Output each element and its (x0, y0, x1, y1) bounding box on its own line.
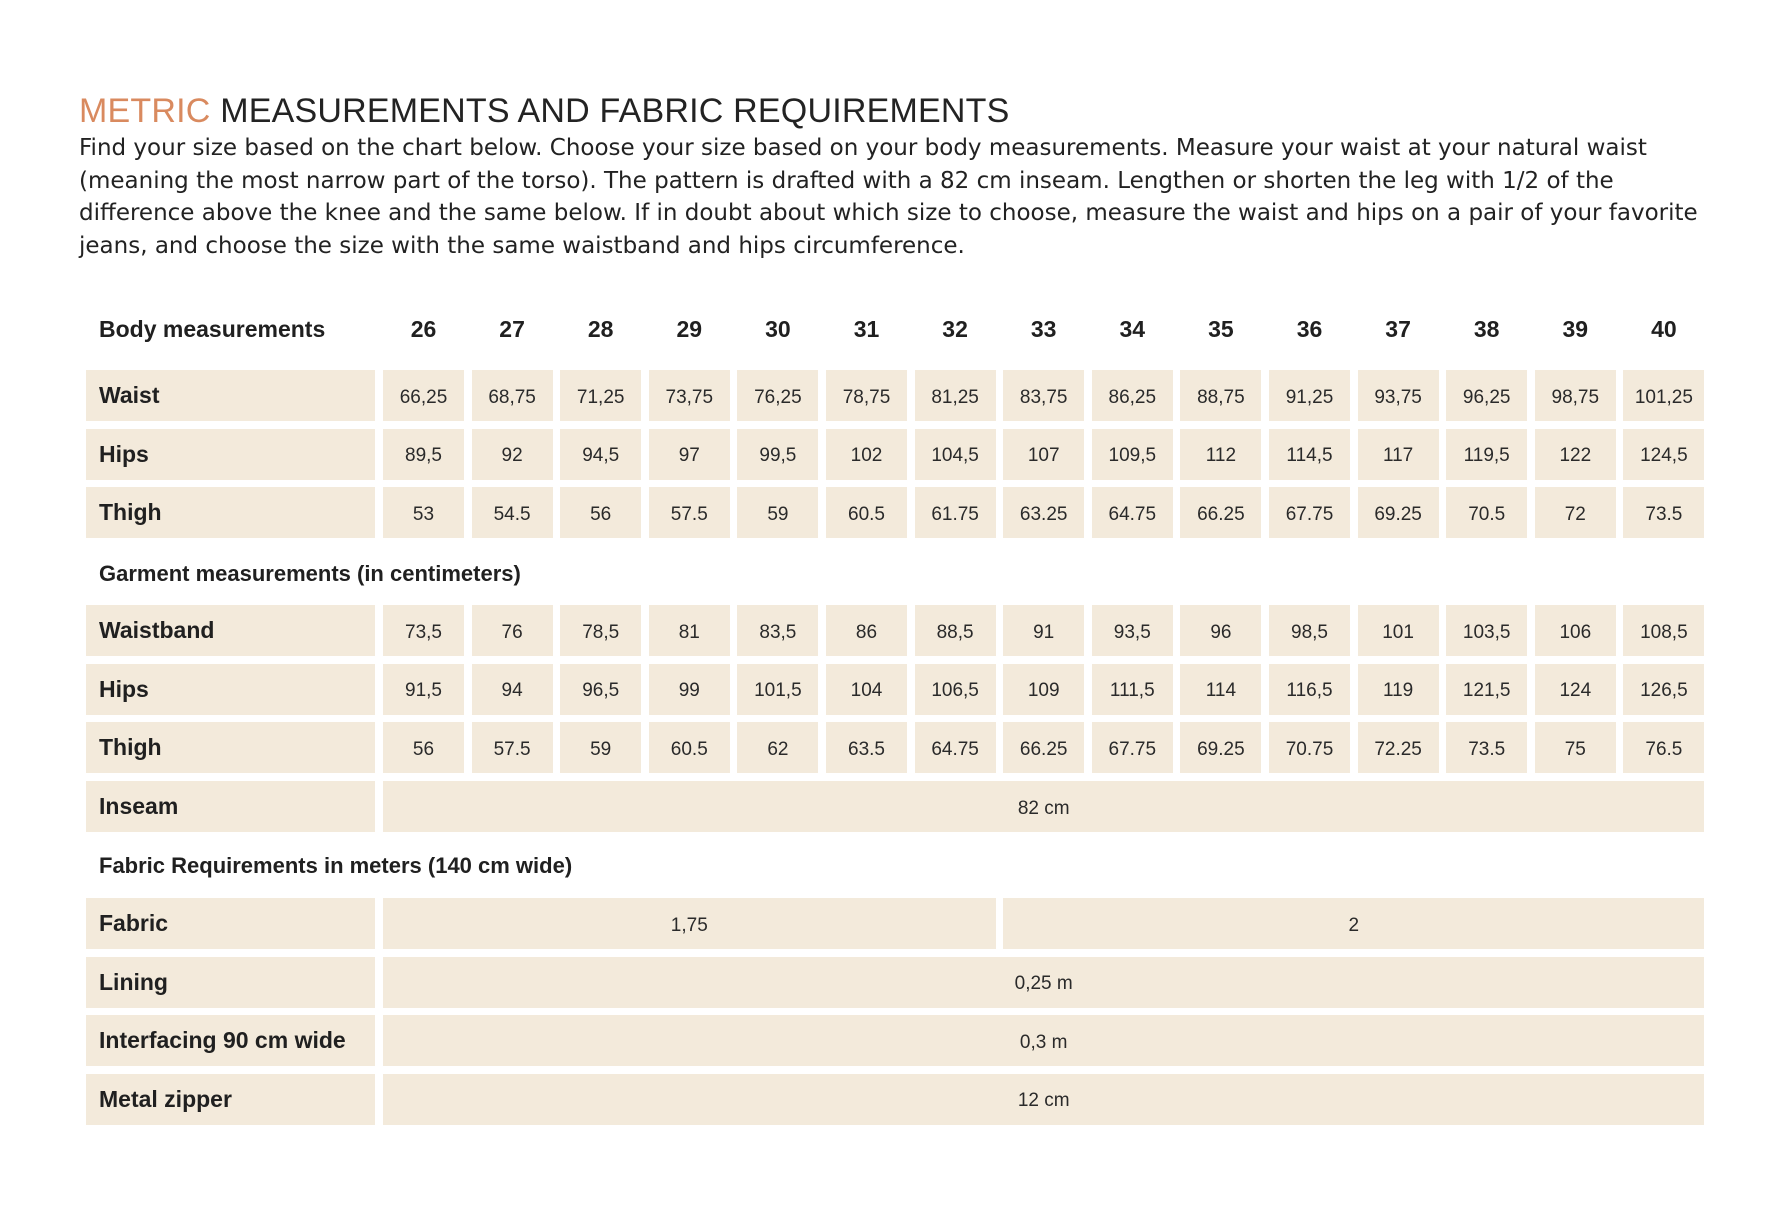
garment-cell: 73,5 (383, 605, 464, 656)
body-cell: 92 (472, 429, 553, 480)
garment-cell: 63.5 (826, 722, 907, 773)
inseam-row-label: Inseam (86, 781, 375, 832)
body-cell: 61.75 (915, 487, 996, 538)
body-cell: 107 (1003, 429, 1084, 480)
garment-cell: 126,5 (1623, 664, 1704, 715)
size-header-38: 38 (1473, 315, 1500, 342)
garment-cell: 109 (1003, 664, 1084, 715)
body-cell: 88,75 (1180, 370, 1261, 421)
fabric-value-metal-zipper: 12 cm (383, 1074, 1704, 1125)
garment-cell: 104 (826, 664, 907, 715)
garment-cell: 76 (472, 605, 553, 656)
body-cell: 91,25 (1269, 370, 1350, 421)
intro-paragraph: Find your size based on the chart below. Choose your size based on your body measurements. Measure your waist at your natural waist (meaning the most narrow part of the torso). The pattern is drafted with a 82 cm inseam. Lengthen or shorten the leg with 1/2 of the difference above the knee and the same below. If in doubt about which size to choose, measure the waist and hips on a pair of your favorite jeans, and choose the size with the same waistband and hips circumference. (79, 135, 1698, 259)
garment-cell: 57.5 (472, 722, 553, 773)
body-cell: 86,25 (1092, 370, 1173, 421)
body-cell: 68,75 (472, 370, 553, 421)
size-header-40: 40 (1651, 315, 1677, 342)
body-cell: 112 (1180, 429, 1261, 480)
garment-cell: 72.25 (1358, 722, 1439, 773)
size-header-37: 37 (1385, 315, 1411, 342)
size-header-33: 33 (1030, 315, 1057, 342)
garment-cell: 81 (649, 605, 730, 656)
body-cell: 72 (1535, 487, 1616, 538)
garment-cell: 121,5 (1446, 664, 1527, 715)
garment-section-heading: Garment measurements (in centimeters) (99, 561, 521, 586)
body-cell: 96,25 (1446, 370, 1527, 421)
body-cell: 117 (1358, 429, 1439, 480)
size-header-34: 34 (1119, 315, 1146, 342)
body-cell: 122 (1535, 429, 1616, 480)
garment-cell: 73.5 (1446, 722, 1527, 773)
title-accent: METRIC (79, 92, 211, 130)
body-cell: 102 (826, 429, 907, 480)
body-cell: 71,25 (560, 370, 641, 421)
body-cell: 98,75 (1535, 370, 1616, 421)
body-cell: 101,25 (1623, 370, 1704, 421)
body-cell: 64.75 (1092, 487, 1173, 538)
body-cell: 63.25 (1003, 487, 1084, 538)
body-cell: 78,75 (826, 370, 907, 421)
fabric-row-label-interfacing-90-cm-wide: Interfacing 90 cm wide (86, 1015, 375, 1066)
size-header-32: 32 (942, 315, 968, 342)
garment-cell: 111,5 (1092, 664, 1173, 715)
body-cell: 109,5 (1092, 429, 1173, 480)
garment-cell: 56 (383, 722, 464, 773)
garment-cell: 106,5 (915, 664, 996, 715)
garment-cell: 114 (1180, 664, 1261, 715)
body-cell: 99,5 (737, 429, 818, 480)
body-cell: 57.5 (649, 487, 730, 538)
body-cell: 54.5 (472, 487, 553, 538)
size-header-29: 29 (676, 315, 703, 342)
garment-cell: 94 (472, 664, 553, 715)
garment-cell: 59 (560, 722, 641, 773)
fabric-value-lining: 0,25 m (383, 957, 1704, 1008)
body-cell: 93,75 (1358, 370, 1439, 421)
garment-cell: 76.5 (1623, 722, 1704, 773)
body-cell: 76,25 (737, 370, 818, 421)
garment-cell: 88,5 (915, 605, 996, 656)
body-cell: 81,25 (915, 370, 996, 421)
body-cell: 60.5 (826, 487, 907, 538)
garment-row-label-waistband: Waistband (86, 605, 375, 656)
body-cell: 89,5 (383, 429, 464, 480)
garment-cell: 60.5 (649, 722, 730, 773)
garment-cell: 96,5 (560, 664, 641, 715)
body-cell: 67.75 (1269, 487, 1350, 538)
garment-cell: 86 (826, 605, 907, 656)
garment-cell: 78,5 (560, 605, 641, 656)
body-row-label-thigh: Thigh (86, 487, 375, 538)
garment-cell: 91,5 (383, 664, 464, 715)
body-cell: 104,5 (915, 429, 996, 480)
size-header-35: 35 (1208, 315, 1234, 342)
fabric-row-label-metal-zipper: Metal zipper (86, 1074, 375, 1125)
garment-cell: 108,5 (1623, 605, 1704, 656)
body-cell: 119,5 (1446, 429, 1527, 480)
body-cell: 53 (383, 487, 464, 538)
size-header-28: 28 (587, 315, 614, 342)
body-cell: 94,5 (560, 429, 641, 480)
garment-cell: 62 (737, 722, 818, 773)
body-cell: 69.25 (1358, 487, 1439, 538)
inseam-value: 82 cm (383, 781, 1704, 832)
body-cell: 83,75 (1003, 370, 1084, 421)
body-cell: 73.5 (1623, 487, 1704, 538)
body-cell: 97 (649, 429, 730, 480)
garment-cell: 119 (1358, 664, 1439, 715)
garment-cell: 116,5 (1269, 664, 1350, 715)
fabric-row-label-fabric: Fabric (86, 898, 375, 949)
garment-cell: 101,5 (737, 664, 818, 715)
header-body-measurements: Body measurements (99, 315, 326, 342)
garment-cell: 66.25 (1003, 722, 1084, 773)
body-cell: 73,75 (649, 370, 730, 421)
garment-cell: 99 (649, 664, 730, 715)
garment-cell: 91 (1003, 605, 1084, 656)
garment-cell: 101 (1358, 605, 1439, 656)
garment-cell: 67.75 (1092, 722, 1173, 773)
body-cell: 124,5 (1623, 429, 1704, 480)
size-header-31: 31 (853, 315, 880, 342)
garment-row-label-hips: Hips (86, 664, 375, 715)
fabric-value-fabric: 1,75 (383, 898, 996, 949)
garment-cell: 64.75 (915, 722, 996, 773)
size-header-36: 36 (1296, 315, 1323, 342)
body-row-label-hips: Hips (86, 429, 375, 480)
body-cell: 70.5 (1446, 487, 1527, 538)
size-header-39: 39 (1562, 315, 1589, 342)
garment-cell: 70.75 (1269, 722, 1350, 773)
body-cell: 56 (560, 487, 641, 538)
garment-cell: 75 (1535, 722, 1616, 773)
garment-cell: 69.25 (1180, 722, 1261, 773)
size-header-30: 30 (765, 315, 791, 342)
body-cell: 114,5 (1269, 429, 1350, 480)
garment-cell: 83,5 (737, 605, 818, 656)
body-cell: 66,25 (383, 370, 464, 421)
body-row-label-waist: Waist (86, 370, 375, 421)
size-header-27: 27 (499, 315, 525, 342)
body-cell: 66.25 (1180, 487, 1261, 538)
title-main: MEASUREMENTS AND FABRIC REQUIREMENTS (220, 92, 1010, 130)
fabric-section-heading: Fabric Requirements in meters (140 cm wide) (99, 853, 573, 878)
garment-cell: 103,5 (1446, 605, 1527, 656)
garment-cell: 106 (1535, 605, 1616, 656)
fabric-value-interfacing-90-cm-wide: 0,3 m (383, 1015, 1704, 1066)
garment-row-label-thigh: Thigh (86, 722, 375, 773)
garment-cell: 98,5 (1269, 605, 1350, 656)
body-cell: 59 (737, 487, 818, 538)
fabric-row-label-lining: Lining (86, 957, 375, 1008)
size-header-26: 26 (410, 315, 437, 342)
garment-cell: 124 (1535, 664, 1616, 715)
fabric-value-fabric: 2 (1003, 898, 1704, 949)
garment-cell: 93,5 (1092, 605, 1173, 656)
garment-cell: 96 (1180, 605, 1261, 656)
